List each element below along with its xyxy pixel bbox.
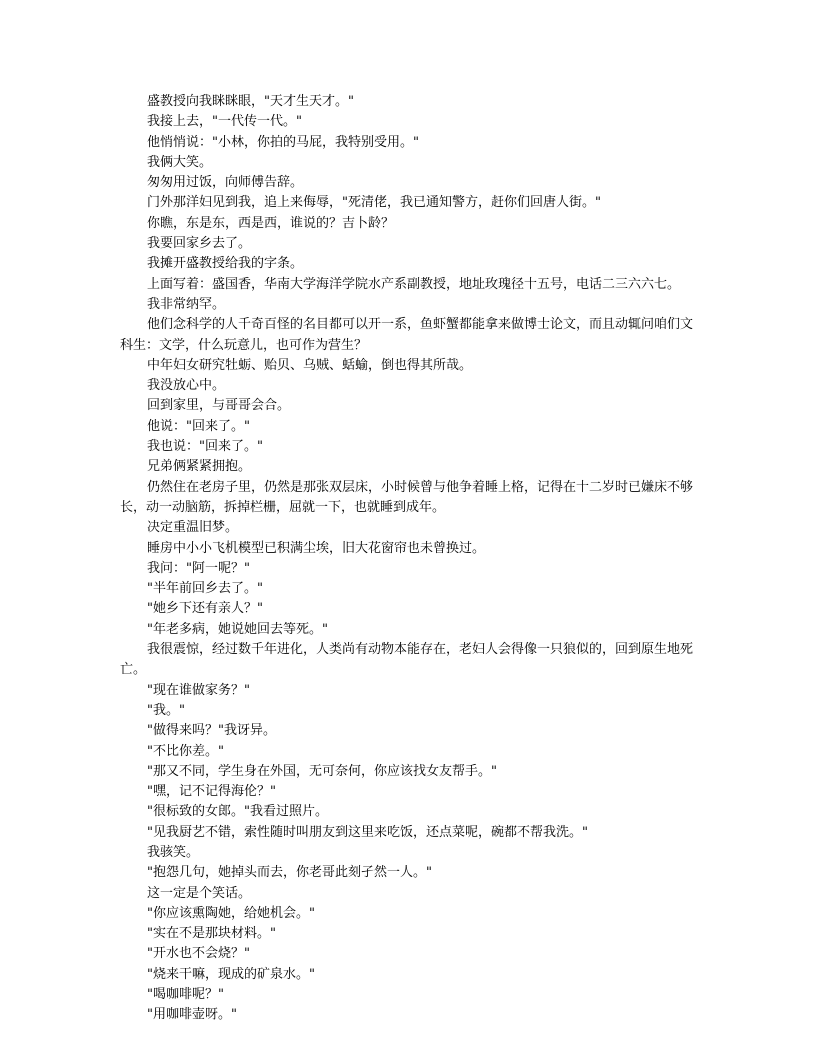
paragraph: "她乡下还有亲人？" xyxy=(147,601,263,617)
paragraph: 回到家里，与哥哥会合。 xyxy=(147,398,291,414)
paragraph: "抱怨几句，她掉头而去，你老哥此刻孑然一人。" xyxy=(147,865,432,881)
paragraph: 匆匆用过饭，向师傅告辞。 xyxy=(147,175,304,191)
paragraph: "你应该熏陶她，给她机会。" xyxy=(147,905,315,921)
paragraph: 我接上去，"一代传一代。" xyxy=(147,114,302,130)
paragraph: "见我厨艺不错，索性随时叫朋友到这里来吃饭，还点菜呢，碗都不帮我洗。" xyxy=(147,824,588,840)
paragraph: "喝咖啡呢？" xyxy=(147,987,224,1003)
paragraph: "开水也不会烧？" xyxy=(147,946,250,962)
paragraph: "很标致的女郎。"我看过照片。 xyxy=(147,804,328,820)
paragraph: 我俩大笑。 xyxy=(147,154,213,170)
body-text xyxy=(120,92,700,1026)
paragraph: 门外那洋妇见到我，追上来侮辱，"死清佬，我已通知警方，赶你们回唐人街。" xyxy=(147,195,601,211)
paragraph: 我问："阿一呢？" xyxy=(147,560,250,576)
paragraph: "那又不同，学生身在外国，无可奈何，你应该找女友帮手。" xyxy=(147,763,497,779)
paragraph: 我摊开盛教授给我的字条。 xyxy=(147,256,304,272)
paragraph: 中年妇女研究牡蛎、贻贝、乌贼、蛞蝓，倒也得其所哉。 xyxy=(147,357,473,373)
paragraph: 决定重温旧梦。 xyxy=(147,520,239,536)
paragraph: 这一定是个笑话。 xyxy=(147,885,252,901)
paragraph: "不比你差。" xyxy=(147,743,224,759)
paragraph: 我很震惊，经过数千年进化，人类尚有动物本能存在，老妇人会得像一只狼似的，回到原生地死亡。 xyxy=(120,642,694,678)
paragraph: 仍然住在老房子里，仍然是那张双层床，小时候曾与他争着睡上格，记得在十二岁时已嫌床不够长，动一动脑筋，拆掉栏栅，屈就一下，也就睡到成年。 xyxy=(120,479,694,515)
paragraph: "实在不是那块材料。" xyxy=(147,926,276,942)
paragraph: 他们念科学的人千奇百怪的名目都可以开一系，鱼虾蟹都能拿来做博士论文，而且动辄问咱们文科生：文学，什么玩意儿，也可作为营生？ xyxy=(120,317,694,353)
paragraph: "用咖啡壶呀。" xyxy=(147,1007,237,1023)
paragraph: 上面写着：盛国香，华南大学海洋学院水产系副教授，地址玫瑰径十五号，电话二三六六七。 xyxy=(147,276,681,292)
paragraph: "烧来干嘛，现成的矿泉水。" xyxy=(147,966,315,982)
paragraph: 我没放心中。 xyxy=(147,378,226,394)
paragraph: "做得来吗？"我讶异。 xyxy=(147,723,276,739)
paragraph: "年老多病，她说她回去等死。" xyxy=(147,621,328,637)
paragraph: 兄弟俩紧紧拥抱。 xyxy=(147,459,252,475)
paragraph: "我。" xyxy=(147,702,185,718)
paragraph: 我也说："回来了。" xyxy=(147,439,263,455)
paragraph: 我非常纳罕。 xyxy=(147,296,226,312)
paragraph: "现在谁做家务？" xyxy=(147,682,250,698)
paragraph: "嘿，记不记得海伦？" xyxy=(147,784,276,800)
paragraph: 盛教授向我眯眯眼，"天才生天才。" xyxy=(147,94,354,109)
paragraph: "半年前回乡去了。" xyxy=(147,581,263,597)
paragraph: 你瞧，东是东，西是西，谁说的？吉卜龄？ xyxy=(147,215,395,231)
paragraph: 他说："回来了。" xyxy=(147,418,250,434)
paragraph: 睡房中小小飞机模型已积满尘埃，旧大花窗帘也未曾换过。 xyxy=(147,540,486,556)
paragraph: 我骇笑。 xyxy=(147,844,200,860)
paragraph: 他悄悄说："小林，你拍的马屁，我特别受用。" xyxy=(147,134,419,150)
paragraph: 我要回家乡去了。 xyxy=(147,236,252,252)
